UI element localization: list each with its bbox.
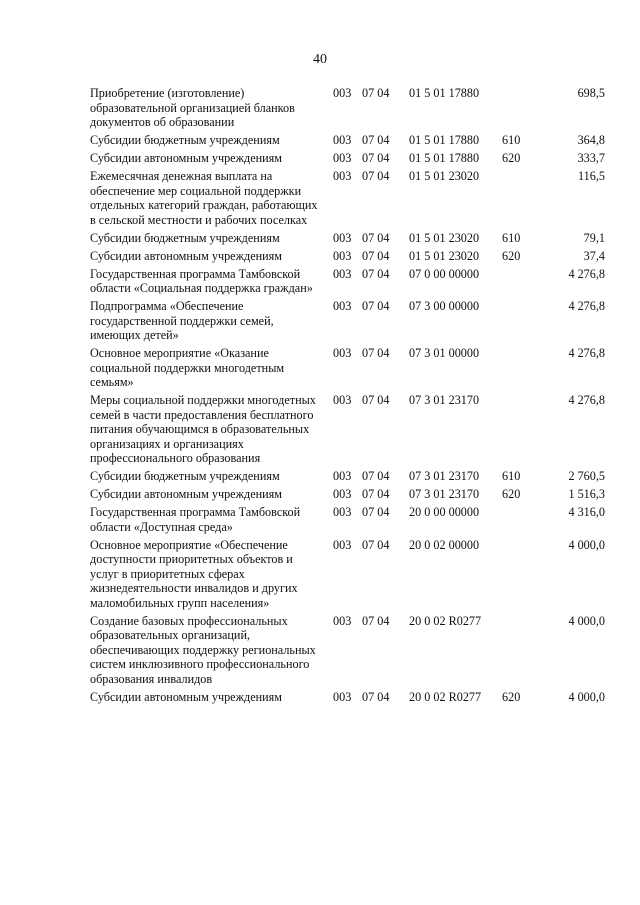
- row-code: 003: [333, 133, 352, 147]
- row-code: 003: [333, 689, 352, 704]
- row-amount: 2 760,5: [568, 469, 605, 483]
- row-amount: 4 000,0: [568, 537, 605, 552]
- row-name: Государственная программа Тамбовской области «Социальная поддержка граждан»: [90, 266, 313, 295]
- row-amount: 4 276,8: [568, 346, 605, 360]
- row-code: 003: [333, 266, 352, 281]
- row-section: 07 04: [362, 266, 390, 281]
- row-name: Субсидии автономным учреждениям: [90, 689, 282, 704]
- row-amount: 1 516,3: [568, 487, 605, 501]
- row-target-article: 20 0 02 R0277: [409, 613, 482, 628]
- row-target-article: 01 5 01 23020: [409, 169, 480, 183]
- row-name: Государственная программа Тамбовской области «Доступная среда»: [90, 505, 301, 534]
- row-expense-type: 610: [502, 230, 521, 245]
- row-section: 07 04: [362, 346, 390, 360]
- row-section: 07 04: [362, 299, 390, 313]
- row-section: 07 04: [362, 169, 390, 183]
- table-row: [0, 469, 640, 484]
- row-amount: 4 276,8: [568, 266, 605, 281]
- budget-table: [0, 86, 640, 708]
- row-amount: 79,1: [583, 230, 605, 245]
- row-expense-type: 620: [502, 487, 521, 501]
- row-code: 003: [333, 393, 352, 407]
- row-target-article: 07 3 00 00000: [409, 299, 480, 313]
- row-name: Приобретение (изготовление) образовательной организацией бланков документов об образовании: [90, 86, 295, 129]
- row-target-article: 01 5 01 23020: [409, 230, 480, 245]
- table-row: [0, 614, 640, 687]
- row-expense-type: 610: [502, 469, 521, 483]
- table-row: [0, 133, 640, 148]
- row-target-article: 20 0 02 00000: [409, 537, 480, 552]
- row-target-article: 07 3 01 23170: [409, 487, 480, 501]
- row-code: 003: [333, 169, 352, 183]
- row-amount: 4 000,0: [568, 689, 605, 704]
- row-target-article: 07 3 01 23170: [409, 469, 480, 483]
- row-section: 07 04: [362, 689, 390, 704]
- row-expense-type: 610: [502, 133, 521, 147]
- row-amount: 333,7: [577, 151, 605, 165]
- row-code: 003: [333, 248, 352, 263]
- row-code: 003: [333, 487, 352, 501]
- table-row: [0, 487, 640, 502]
- row-name: Субсидии автономным учреждениям: [90, 248, 282, 263]
- row-expense-type: 620: [502, 248, 521, 263]
- row-amount: 4 316,0: [568, 505, 605, 519]
- row-name: Меры социальной поддержки многодетных семей в части предоставления бесплатного питания обучающимся в образовательных организациях и организациях профессионального образования: [90, 393, 316, 465]
- row-target-article: 20 0 02 R0277: [409, 689, 482, 704]
- table-row: [0, 346, 640, 390]
- row-name: Субсидии бюджетным учреждениям: [90, 230, 280, 245]
- row-name: Субсидии бюджетным учреждениям: [90, 469, 280, 483]
- row-target-article: 20 0 00 00000: [409, 505, 480, 519]
- row-expense-type: 620: [502, 151, 521, 165]
- row-section: 07 04: [362, 505, 390, 519]
- row-section: 07 04: [362, 469, 390, 483]
- row-target-article: 07 3 01 23170: [409, 393, 480, 407]
- row-amount: 4 276,8: [568, 393, 605, 407]
- row-target-article: 01 5 01 17880: [409, 133, 480, 147]
- row-code: 003: [333, 230, 352, 245]
- table-row: [0, 169, 640, 227]
- row-target-article: 07 3 01 00000: [409, 346, 480, 360]
- row-name: Ежемесячная денежная выплата на обеспечение мер социальной поддержки отдельных категорий граждан, работающих в сельской местности и рабочих поселках: [90, 169, 318, 227]
- row-section: 07 04: [362, 393, 390, 407]
- row-target-article: 01 5 01 23020: [409, 248, 480, 263]
- table-row: [0, 267, 640, 296]
- row-section: 07 04: [362, 487, 390, 501]
- row-code: 003: [333, 537, 352, 552]
- row-amount: 4 276,8: [568, 299, 605, 313]
- row-code: 003: [333, 613, 352, 628]
- row-section: 07 04: [362, 613, 390, 628]
- row-section: 07 04: [362, 151, 390, 165]
- row-code: 003: [333, 86, 352, 100]
- row-name: Подпрограмма «Обеспечение государственной поддержки семей, имеющих детей»: [90, 299, 274, 342]
- row-section: 07 04: [362, 537, 390, 552]
- row-expense-type: 620: [502, 689, 521, 704]
- table-row: [0, 249, 640, 264]
- row-name: Субсидии автономным учреждениям: [90, 487, 282, 501]
- row-target-article: 01 5 01 17880: [409, 151, 480, 165]
- row-target-article: 07 0 00 00000: [409, 266, 480, 281]
- table-row: [0, 505, 640, 534]
- row-amount: 116,5: [578, 169, 605, 183]
- table-row: [0, 151, 640, 166]
- row-amount: 364,8: [577, 133, 605, 147]
- row-section: 07 04: [362, 133, 390, 147]
- row-name: Субсидии автономным учреждениям: [90, 151, 282, 165]
- row-amount: 4 000,0: [568, 613, 605, 628]
- row-name: Создание базовых профессиональных образовательных организаций, обеспечивающих поддержку региональных систем инклюзивного профессионального образования инвалидов: [90, 613, 316, 686]
- row-section: 07 04: [362, 230, 390, 245]
- page-number: 40: [313, 52, 327, 67]
- table-row: [0, 231, 640, 246]
- row-code: 003: [333, 299, 352, 313]
- table-row: [0, 393, 640, 466]
- row-code: 003: [333, 469, 352, 483]
- row-code: 003: [333, 346, 352, 360]
- row-section: 07 04: [362, 86, 390, 100]
- row-amount: 37,4: [583, 248, 605, 263]
- table-row: [0, 538, 640, 611]
- table-row: [0, 86, 640, 130]
- row-code: 003: [333, 505, 352, 519]
- table-row: [0, 299, 640, 343]
- row-section: 07 04: [362, 248, 390, 263]
- row-name: Основное мероприятие «Оказание социальной поддержки многодетным семьям»: [90, 346, 285, 389]
- table-row: [0, 690, 640, 705]
- row-name: Основное мероприятие «Обеспечение доступности приоритетных объектов и услуг в приоритетных сферах жизнедеятельности инвалидов и других маломобильных групп населения»: [90, 537, 298, 610]
- row-amount: 698,5: [577, 86, 605, 100]
- row-target-article: 01 5 01 17880: [409, 86, 480, 100]
- row-name: Субсидии бюджетным учреждениям: [90, 133, 280, 147]
- row-code: 003: [333, 151, 352, 165]
